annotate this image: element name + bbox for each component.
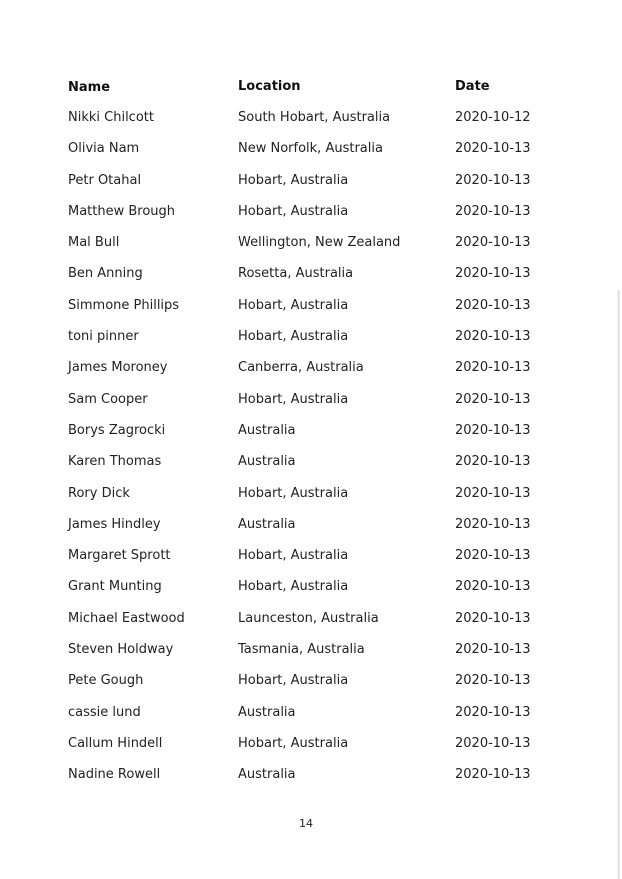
cell-date: 2020-10-13	[455, 297, 531, 313]
cell-date: 2020-10-13	[455, 235, 531, 251]
table-row	[67, 576, 537, 607]
cell-date: 2020-10-13	[455, 642, 531, 658]
cell-name: Nikki Chilcott	[68, 110, 154, 125]
cell-name: Pete Gough	[68, 673, 144, 689]
cell-name: Grant Munting	[68, 579, 162, 595]
cell-name: Petr Otahal	[68, 172, 142, 188]
table-row	[67, 201, 537, 232]
cell-name: toni pinner	[68, 329, 139, 345]
cell-location: South Hobart, Australia	[238, 110, 391, 125]
cell-date: 2020-10-13	[455, 266, 531, 282]
cell-location: Hobart, Australia	[238, 172, 349, 188]
cell-location: Hobart, Australia	[238, 735, 349, 751]
cell-name: Olivia Nam	[68, 141, 140, 157]
cell-date: 2020-10-12	[455, 110, 531, 125]
table-body	[67, 107, 537, 796]
cell-name: Nadine Rowell	[68, 767, 161, 783]
table-row	[67, 545, 537, 576]
cell-location: Australia	[238, 454, 296, 470]
cell-name: Ben Anning	[68, 266, 143, 282]
cell-name: cassie lund	[68, 704, 141, 720]
cell-name: Karen Thomas	[68, 454, 162, 470]
table-row	[67, 389, 537, 420]
cell-location: Hobart, Australia	[238, 579, 349, 595]
cell-name: Rory Dick	[68, 485, 130, 501]
cell-location: Australia	[238, 422, 296, 438]
cell-date: 2020-10-13	[455, 610, 531, 626]
cell-name: Margaret Sprott	[68, 548, 171, 564]
cell-location: Hobart, Australia	[238, 297, 349, 313]
cell-location: Launceston, Australia	[238, 610, 379, 626]
cell-date: 2020-10-13	[455, 172, 531, 188]
table-row	[67, 138, 537, 169]
cell-location: Hobart, Australia	[238, 329, 349, 345]
cell-name: Matthew Brough	[68, 203, 176, 219]
cell-date: 2020-10-13	[455, 391, 531, 407]
cell-date: 2020-10-13	[455, 548, 531, 564]
table-row	[67, 514, 537, 545]
cell-name: Borys Zagrocki	[68, 422, 166, 438]
cell-location: Australia	[238, 516, 296, 532]
cell-location: Hobart, Australia	[238, 485, 349, 501]
cell-date: 2020-10-13	[455, 704, 531, 720]
cell-location: Australia	[238, 704, 296, 720]
cell-location: Tasmania, Australia	[238, 642, 365, 658]
cell-name: Simmone Phillips	[68, 297, 180, 313]
table-row	[67, 326, 537, 357]
page-edge-shadow	[617, 290, 620, 879]
cell-location: Australia	[238, 767, 296, 783]
signatories-table	[67, 76, 537, 787]
table-row	[67, 420, 537, 451]
cell-name: Michael Eastwood	[68, 610, 185, 626]
table-row	[67, 107, 537, 138]
cell-location: Hobart, Australia	[238, 673, 349, 689]
page-number: 14	[299, 817, 313, 830]
cell-location: Rosetta, Australia	[238, 266, 354, 282]
table-header-row	[67, 76, 537, 98]
table-row	[67, 483, 537, 514]
cell-location: Hobart, Australia	[238, 203, 349, 219]
cell-date: 2020-10-13	[455, 360, 531, 376]
cell-date: 2020-10-13	[455, 516, 531, 532]
cell-name: James Moroney	[68, 360, 168, 376]
cell-location: Wellington, New Zealand	[238, 235, 401, 251]
cell-date: 2020-10-13	[455, 735, 531, 751]
cell-name: Steven Holdway	[68, 642, 174, 658]
cell-date: 2020-10-13	[455, 485, 531, 501]
cell-name: Mal Bull	[68, 235, 120, 251]
cell-name: James Hindley	[68, 516, 161, 532]
cell-date: 2020-10-13	[455, 141, 531, 157]
table-row	[67, 295, 537, 326]
cell-date: 2020-10-13	[455, 579, 531, 595]
table-row	[67, 263, 537, 294]
cell-location: Hobart, Australia	[238, 548, 349, 564]
cell-location: New Norfolk, Australia	[238, 141, 383, 157]
table-row	[67, 670, 537, 701]
table-row	[67, 357, 537, 388]
cell-date: 2020-10-13	[455, 454, 531, 470]
cell-date: 2020-10-13	[455, 203, 531, 219]
header-location: Location	[238, 79, 301, 94]
table-row	[67, 170, 537, 201]
cell-date: 2020-10-13	[455, 422, 531, 438]
cell-location: Hobart, Australia	[238, 391, 349, 407]
cell-name: Sam Cooper	[68, 391, 148, 407]
cell-date: 2020-10-13	[455, 329, 531, 345]
cell-name: Callum Hindell	[68, 735, 163, 751]
table-row	[67, 639, 537, 670]
table-row	[67, 608, 537, 639]
table-row	[67, 451, 537, 482]
table-row	[67, 733, 537, 764]
cell-date: 2020-10-13	[455, 767, 531, 783]
table-row	[67, 232, 537, 263]
cell-location: Canberra, Australia	[238, 360, 364, 376]
table-row	[67, 702, 537, 733]
table-row	[67, 764, 537, 795]
cell-date: 2020-10-13	[455, 673, 531, 689]
header-date: Date	[455, 79, 490, 94]
header-name: Name	[68, 80, 111, 95]
